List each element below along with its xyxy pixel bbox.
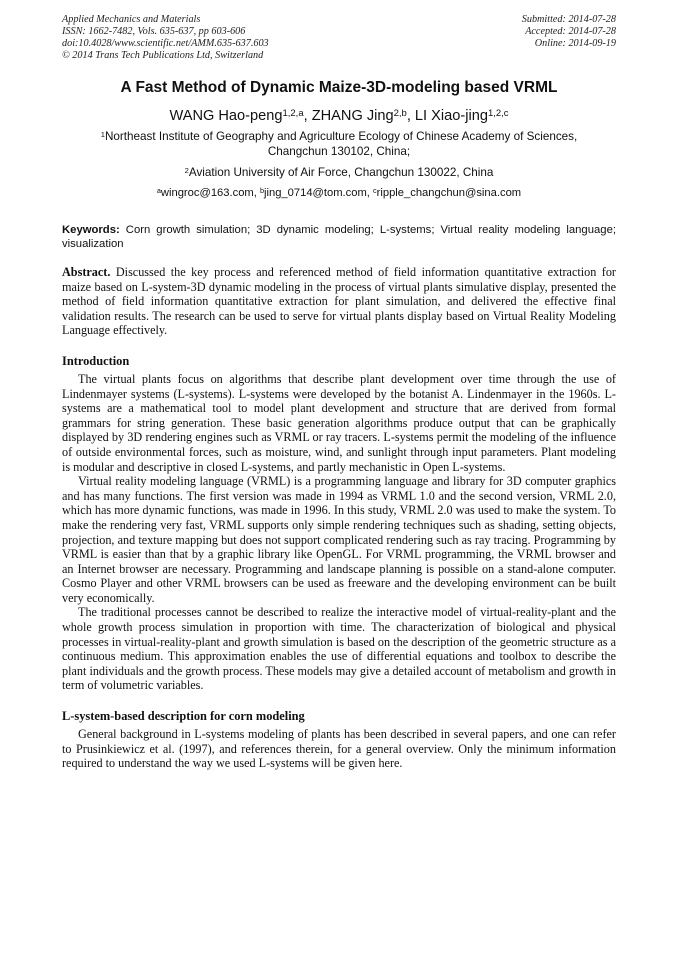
journal-name: Applied Mechanics and Materials (62, 14, 201, 25)
author-name: ZHANG Jing (311, 108, 394, 124)
journal-issn: ISSN: 1662-7482, Vols. 635-637, pp 603-606 (62, 26, 246, 37)
affiliation-sup: 1 (100, 129, 105, 139)
author-emails (62, 186, 616, 201)
keywords-label: Keywords: (62, 224, 120, 236)
journal-copyright: © 2014 Trans Tech Publications Ltd, Switzerland (62, 50, 264, 61)
abstract-label: Abstract. (62, 265, 111, 279)
journal-doi: doi:10.4028/www.scientific.net/AMM.635-637.603 (62, 38, 269, 49)
email-address[interactable]: jing_0714@tom.com (264, 187, 367, 199)
email-address[interactable]: ripple_changchun@sina.com (376, 187, 522, 199)
abstract-text: Discussed the key process and referenced method of field information quantitative extraction for maize based on L-system-3D dynamic modeling in the process of virtual plants simulative display, presented the method of field information quantitative extraction for plant simulation, and delivered the effective final validation results. The research can be used to serve for virtual plants display based on Virtual Reality Modeling Language effectively. (62, 265, 616, 338)
email-separator: , (253, 187, 260, 199)
affiliation-2 (62, 165, 616, 180)
affiliation-sup: 2 (184, 165, 189, 175)
publication-dates (522, 14, 616, 62)
author-name: WANG Hao-peng (169, 108, 283, 124)
submitted-date: Submitted: 2014-07-28 (521, 14, 616, 25)
author-separator: , (406, 108, 415, 124)
accepted-date: Accepted: 2014-07-28 (525, 26, 616, 37)
affiliation-text: Northeast Institute of Geography and Agriculture Ecology of Chinese Academy of Sciences, (104, 130, 578, 143)
paper-title: A Fast Method of Dynamic Maize-3D-modeling based VRML (120, 79, 558, 96)
online-date: Online: 2014-09-19 (534, 38, 616, 49)
email-sup: b (259, 185, 265, 195)
body-paragraph: Virtual reality modeling language (VRML) is a programming language and library for 3D computer graphics and has many functions. The first version was made in 1994 as VRML 1.0 and the second version, VRML 2.0, which has more dynamic functions, was made in 1996. In this study, VRML 2.0 was used to make the system. To make the rendering very fast, VRML supports only simple rendering techniques such as shading, setting objects, projection, and texture mapping but does not support complicated rendering such as ray tracing. Programming by VRML is easier than that by a graphic library like OpenGL. For VRML programming, the VRML browser and an Internet browser are necessary. Programming and landscape planning is possible on a stand-alone computer. Cosmo Player and other VRML browsers can be used as freeware and the developing environment can be built very economically. (62, 474, 616, 605)
journal-info (62, 14, 269, 62)
author-affil-sup: 2,b (393, 107, 407, 119)
affiliation-text: Aviation University of Air Force, Changchun 130022, China (188, 166, 494, 179)
affiliation-1 (62, 129, 616, 159)
abstract (62, 265, 616, 338)
email-sup: a (156, 185, 161, 195)
body-paragraph: General background in L-systems modeling of plants has been described in several papers, and one can refer to Prusinkiewicz et al. (1997), and references therein, for a general overview. Only the minimum information required to understand the way we used L-systems will be given here. (62, 727, 616, 771)
email-separator: , (366, 187, 374, 199)
keywords (62, 223, 616, 251)
section-heading-lsystem: L-system-based description for corn modeling (62, 709, 305, 724)
author-separator: , (303, 108, 312, 124)
author-list (62, 107, 616, 125)
author-affil-sup: 1,2,c (487, 107, 509, 119)
keywords-text: Corn growth simulation; 3D dynamic modeling; L-systems; Virtual reality modeling language; visualization (62, 224, 616, 250)
affiliation-text: Changchun 130102, China; (267, 145, 411, 158)
author-name: LI Xiao-jing (414, 108, 488, 124)
journal-header (62, 14, 616, 62)
email-address[interactable]: wingroc@163.com (160, 187, 254, 199)
body-paragraph: The virtual plants focus on algorithms that describe plant development over time through the use of Lindenmayer systems (L-systems). L-systems were developed by the botanist A. Lindenmayer in the 1960s. L-systems are a mathematical tool to model plant development and structure that are derived from formal grammars for string generation. These basic generation algorithms produce output that can be graphically displayed by 3D rendering engines such as VRML or ray tracers. L-systems permit the modeling of the influence of outside environmental forces, such as moisture, wind, and sunlight through input parameters. Plant modeling is modular and descriptive in closed L-systems, and partly mechanistic in Open L-systems. (62, 371, 616, 474)
author-affil-sup: 1,2,a (282, 107, 304, 119)
email-sup: c (373, 185, 377, 195)
body-paragraph: The traditional processes cannot be described to realize the interactive model of virtual-reality-plant and the whole growth process simulation in proportion with time. The characterization of biological and physical processes in virtual-reality-plant and growth simulation is based on the description of the geometric structure as a continuous medium. This approximation enables the use of differential equations and toolbox to describe the plant individuals and the growth process. These models may give a detailed account of metabolism and growth in term of volumetric variables. (62, 605, 616, 693)
section-heading-introduction: Introduction (62, 353, 130, 368)
